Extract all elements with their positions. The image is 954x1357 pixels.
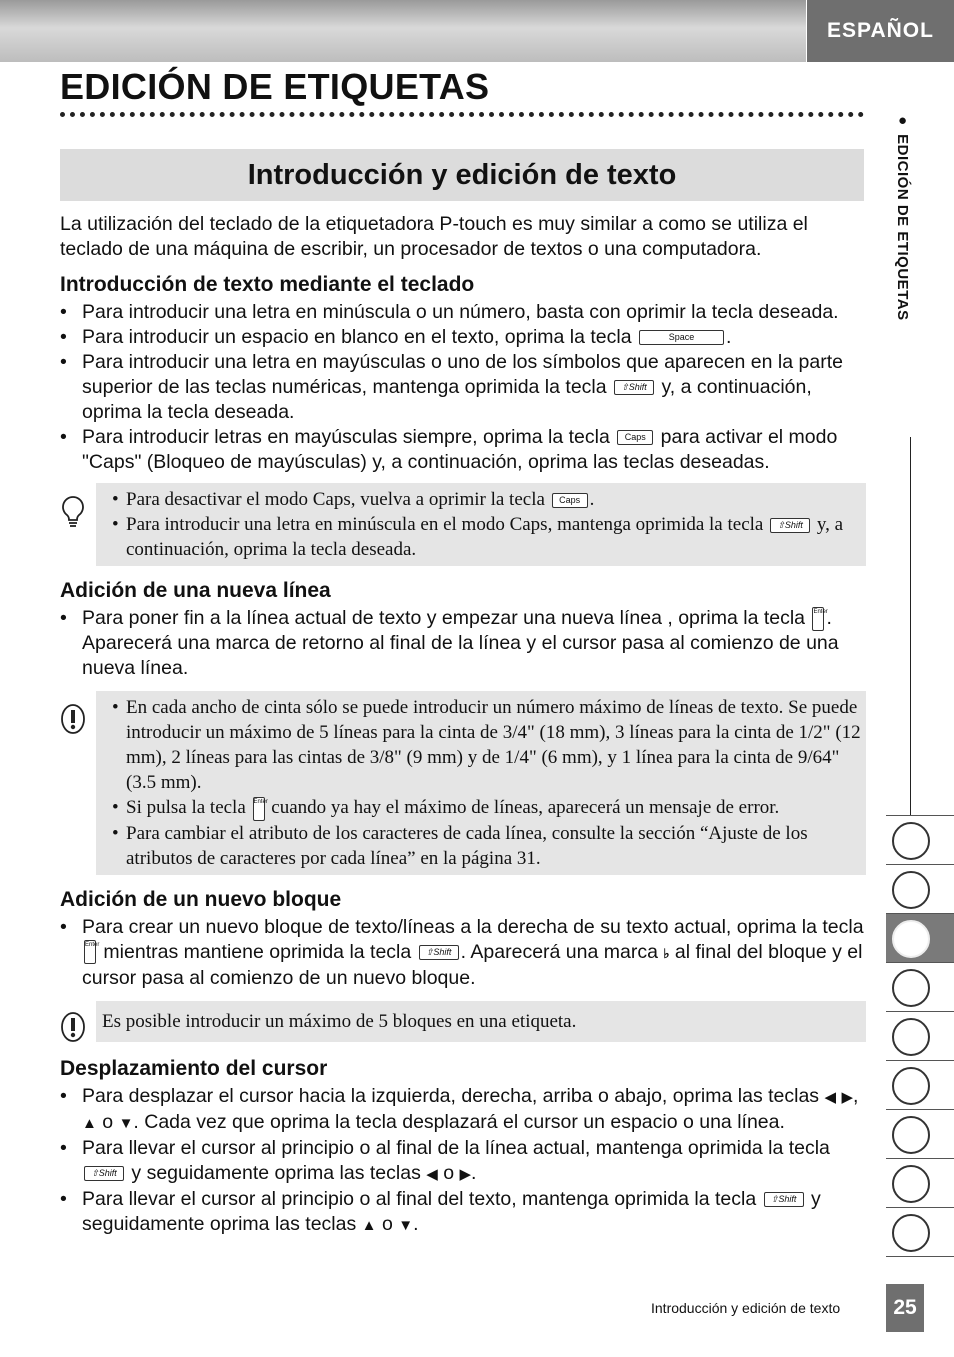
footer-section-name: Introducción y edición de texto [651, 1300, 841, 1316]
heading-keyboard-input: Introducción de texto mediante el teclado [60, 273, 475, 296]
chapter-tab [886, 815, 954, 864]
note-item: • Para introducir una letra en minúscula en el modo Caps, mantenga oprimida la tecla ⇧Shift y, a continuación, oprima la tecla deseada. [112, 512, 866, 562]
heading-new-block: Adición de un nuevo bloque [60, 887, 342, 911]
note-text: Es posible introducir un máximo de 5 bloques en una etiqueta. [102, 1010, 577, 1032]
note-item: • Para desactivar el modo Caps, vuelva a oprimir la tecla Caps . [112, 487, 866, 512]
list-item: • Para introducir un espacio en blanco en el texto, oprima la tecla Space . [60, 325, 866, 350]
chapter-tab [886, 962, 954, 1011]
main-content [60, 212, 866, 1238]
arrow-right-icon: ▶ [841, 1088, 853, 1106]
arrow-left-icon: ◀ [824, 1088, 837, 1106]
dotted-divider [60, 112, 864, 117]
warning-note [96, 691, 866, 875]
arrow-up-icon: ▲ [82, 1114, 97, 1132]
section-band [60, 149, 864, 201]
note-item: • En cada ancho de cinta sólo se puede introducir un número máximo de líneas de texto. Se puede introducir un máximo de 5 líneas para la cinta de 3/4" (18 mm), 3 líneas para la cinta de 1/2" (12 mm), 2 líneas para las cintas de 3/8" (9 mm) y de 1/4" (6 mm), y 1 línea para la cinta de 9/64" (3.5 mm). [112, 695, 866, 795]
list-item: • Para introducir letras en mayúsculas siempre, oprima la tecla Caps para activar el modo "Caps" (Bloqueo de mayúsculas) y, a continuación, oprima las teclas deseadas. [60, 425, 866, 475]
section-title: Introducción y edición de texto [247, 158, 677, 191]
exclamation-icon [60, 703, 86, 740]
shift-key-icon: ⇧Shift [84, 1166, 124, 1181]
chapter-tab [886, 1109, 954, 1158]
note-item: • Para cambiar el atributo de los caracteres de cada línea, consulte la sección “Ajuste de los atributos de caracteres por cada línea” en la página 31. [112, 821, 866, 871]
shift-key-icon: ⇧Shift [770, 518, 810, 533]
heading-cursor: Desplazamiento del cursor [60, 1056, 328, 1080]
arrow-down-icon: ▼ [398, 1216, 414, 1234]
chapter-tabs [886, 815, 954, 1257]
shift-key-icon: ⇧Shift [614, 380, 654, 395]
arrow-up-icon: ▲ [361, 1216, 377, 1234]
chapter-tab [886, 1011, 954, 1060]
arrow-right-icon: ▶ [459, 1165, 472, 1183]
header-bar [0, 0, 806, 62]
space-key-icon: Space [639, 330, 724, 345]
shift-key-icon: ⇧Shift [419, 945, 459, 960]
caps-key-icon: Caps [552, 493, 588, 508]
lightbulb-icon [60, 495, 86, 534]
list-item: • Para introducir una letra en minúscula o un número, basta con oprimir la tecla deseada. [60, 300, 866, 325]
side-rule [910, 437, 911, 815]
keyboard-input-list [60, 300, 866, 475]
page-title: EDICIÓN DE ETIQUETAS [60, 66, 490, 107]
list-item: • Para llevar el cursor al principio o al final del texto, mantenga oprimida la tecla ⇧Shift y seguidamente oprima las teclas ▲ o ▼. [60, 1187, 866, 1238]
list-item: • Para llevar el cursor al principio o al final de la línea actual, mantenga oprimida la tecla ⇧Shift y seguidamente oprima las teclas ◀ o ▶. [60, 1136, 866, 1187]
note-item: • Si pulsa la tecla Enter cuando ya hay el máximo de líneas, aparecerá un mensaje de error. [112, 795, 866, 821]
side-tab-label: ● EDICIÓN DE ETIQUETAS [894, 112, 911, 321]
cursor-list [60, 1084, 866, 1238]
warning-note [96, 1001, 866, 1042]
chapter-tab-active [886, 913, 954, 962]
list-item: • Para crear un nuevo bloque de texto/líneas a la derecha de su texto actual, oprima la tecla Enter mientras mantiene oprimida la tecla ⇧Shift . Aparecerá una marca ♭ al final del bloque y el cursor pasa al comienzo de un nuevo bloque. [60, 915, 866, 991]
enter-key-icon: Enter [84, 940, 96, 964]
chapter-tab [886, 1207, 954, 1257]
list-item: • Para desplazar el cursor hacia la izquierda, derecha, arriba o abajo, oprima las teclas ◀ ▶, ▲ o ▼. Cada vez que oprima la tecla desplazará el cursor un espacio o una línea. [60, 1084, 866, 1136]
intro-paragraph: La utilización del teclado de la etiquetadora P-touch es muy similar a como se utiliza el teclado de una máquina de escribir, un procesador de textos o una computadora. [60, 213, 808, 260]
chapter-tab [886, 864, 954, 913]
chapter-tab [886, 1158, 954, 1207]
heading-new-line: Adición de una nueva línea [60, 579, 331, 602]
enter-key-icon: Enter [812, 607, 824, 631]
arrow-down-icon: ▼ [118, 1114, 134, 1132]
shift-key-icon: ⇧Shift [764, 1192, 804, 1207]
language-tab: ESPAÑOL [807, 0, 954, 62]
arrow-left-icon: ◀ [426, 1165, 438, 1183]
caps-key-icon: Caps [617, 430, 653, 445]
page-number: 25 [886, 1284, 924, 1332]
enter-key-icon: Enter [253, 797, 265, 821]
exclamation-icon [60, 1011, 86, 1048]
new-line-list [60, 606, 866, 681]
hint-note [96, 483, 866, 566]
block-mark-icon: ♭ [663, 945, 670, 961]
list-item: • Para introducir una letra en mayúsculas o uno de los símbolos que aparecen en la parte superior de las teclas numéricas, mantenga oprimida la tecla ⇧Shift y, a continuación, oprima la tecla deseada. [60, 350, 866, 425]
list-item: • Para poner fin a la línea actual de texto y empezar una nueva línea , oprima la tecla Enter. Aparecerá una marca de retorno al final de la línea y el cursor pasa al comienzo de una nueva línea. [60, 606, 866, 681]
new-block-list [60, 915, 866, 991]
chapter-tab [886, 1060, 954, 1109]
